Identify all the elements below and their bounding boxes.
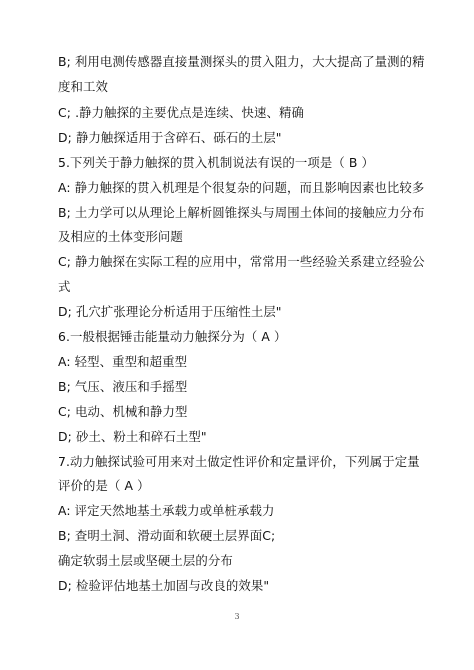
text-line: A: 评定天然地基土承载力或单桩承载力 xyxy=(58,503,275,518)
text-line: 及相应的土体变形问题 xyxy=(58,229,183,244)
text-line: 确定软弱土层或坚硬土层的分布 xyxy=(58,553,233,568)
text-line: 式 xyxy=(58,279,71,294)
text-line: 评价的是（ A ） xyxy=(58,478,150,493)
text-line: C; 静力触探在实际工程的应用中，常常用一些经验关系建立经验公 xyxy=(58,254,425,269)
text-line: B; 土力学可以从理论上解析圆锥探头与周围土体间的接触应力分布 xyxy=(58,205,425,220)
text-line: B; 查明土洞、滑动面和软硬土层界面C; xyxy=(58,528,276,543)
text-line: B; 气压、液压和手摇型 xyxy=(58,379,188,394)
question-5: 5.下列关于静力触探的贯入机制说法有误的一项是（ B ） xyxy=(58,155,374,170)
text-line: C; 电动、机械和静力型 xyxy=(58,404,188,419)
text-line: D; 砂土、粉土和碎石土型" xyxy=(58,429,207,444)
text-line: A: 静力触探的贯入机理是个很复杂的问题，而且影响因素也比较多 xyxy=(58,180,425,195)
text-line: D; 孔穴扩张理论分析适用于压缩性土层" xyxy=(58,304,282,319)
text-line: D; 静力触探适用于含碎石、砾石的土层" xyxy=(58,130,282,145)
question-6: 6.一般根据锤击能量动力触探分为（ A ） xyxy=(58,329,287,344)
text-line: C; .静力触探的主要优点是连续、快速、精确 xyxy=(58,105,304,120)
page-number: 3 xyxy=(234,612,240,621)
text-line: B; 利用电测传感器直接量测探头的贯入阻力，大大提高了量测的精 xyxy=(58,54,425,69)
text-line: D; 检验评估地基土加固与改良的效果" xyxy=(58,578,270,593)
text-line: 度和工效 xyxy=(58,79,108,94)
text-line: A: 轻型、重型和超重型 xyxy=(58,354,188,369)
question-7: 7.动力触探试验可用来对土做定性评价和定量评价，下列属于定量 xyxy=(58,454,420,469)
